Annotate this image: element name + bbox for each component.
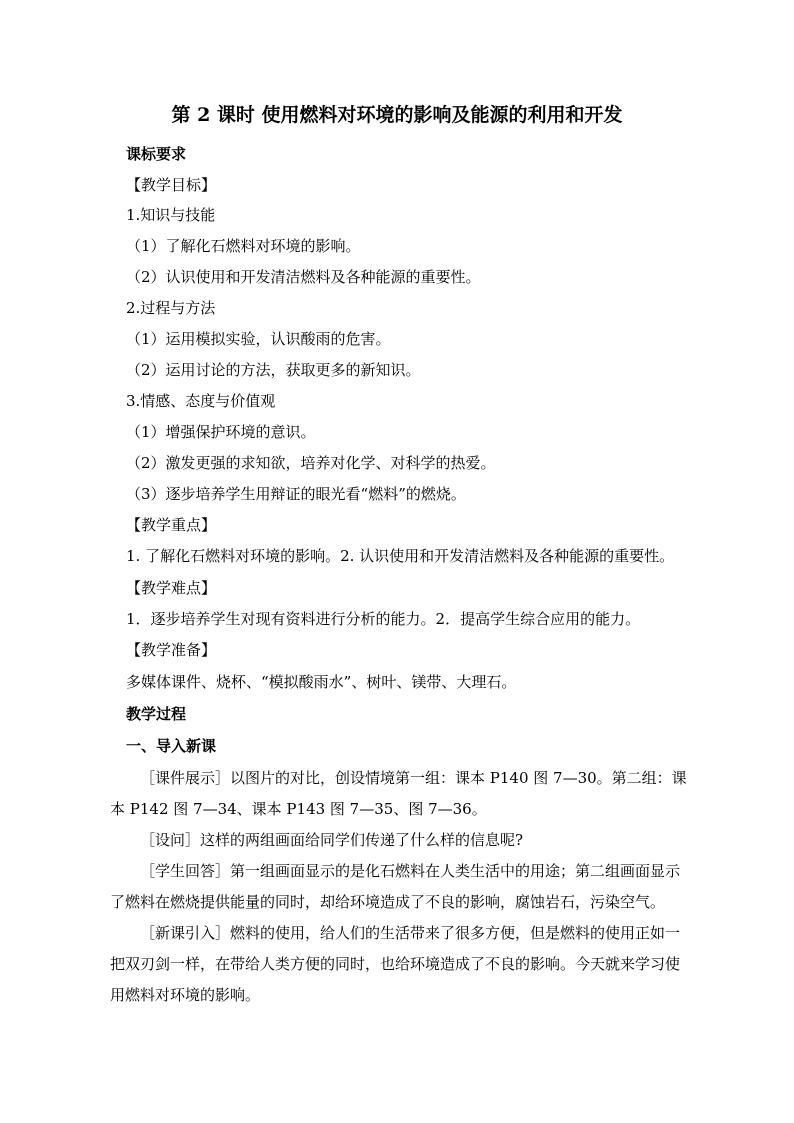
process-heading: 2.过程与方法	[126, 299, 216, 317]
intro-heading: 一、导入新课	[126, 737, 217, 755]
attitude-item-3: （3）逐步培养学生用辩证的眼光看“燃料”的燃烧。	[126, 485, 466, 503]
knowledge-item-1: （1）了解化石燃料对环境的影响。	[126, 237, 361, 255]
intro-para1-line2: 本 P142 图 7—34、课本 P143 图 7—35、图 7—36。	[110, 800, 487, 818]
page-title: 第 2 课时 使用燃料对环境的影响及能源的利用和开发	[171, 104, 623, 126]
preparation-heading: 【教学准备】	[126, 641, 217, 659]
knowledge-heading: 1.知识与技能	[126, 206, 216, 224]
intro-para3-line1: ［学生回答］第一组画面显示的是化石燃料在人类生活中的用途；第二组画面显示	[140, 862, 681, 880]
intro-para3-line2: 了燃料在燃烧提供能量的同时，却给环境造成了不良的影响，腐蚀岩石，污染空气。	[110, 893, 666, 911]
attitude-item-2: （2）激发更强的求知欲，培养对化学、对科学的热爱。	[126, 454, 496, 472]
intro-para1-line1: ［课件展示］以图片的对比，创设情境第一组：课本 P140 图 7—30。第二组：课	[140, 769, 687, 787]
intro-para4-line1: ［新课引入］燃料的使用，给人们的生活带来了很多方便，但是燃料的使用正如一	[140, 924, 681, 942]
process-item-1: （1）运用模拟实验，认识酸雨的危害。	[126, 330, 391, 348]
attitude-heading: 3.情感、态度与价值观	[126, 392, 276, 410]
process-item-2: （2）运用讨论的方法，获取更多的新知识。	[126, 361, 421, 379]
objectives-heading: 【教学目标】	[126, 176, 217, 194]
key-points-heading: 【教学重点】	[126, 516, 217, 534]
intro-para4-line2: 把双刃剑一样，在带给人类方便的同时，也给环境造成了不良的影响。今天就来学习使	[110, 955, 681, 973]
intro-para4-line3: 用燃料对环境的影响。	[110, 986, 261, 1004]
key-points-text: 1. 了解化石燃料对环境的影响。2. 认识使用和开发清洁燃料及各种能源的重要性。	[126, 547, 675, 565]
intro-para2-line1: ［设问］这样的两组画面给同学们传递了什么样的信息呢?	[140, 831, 524, 849]
preparation-text: 多媒体课件、烧杯、“模拟酸雨水”、树叶、镁带、大理石。	[126, 673, 517, 691]
difficulties-heading: 【教学难点】	[126, 579, 217, 597]
standards-heading: 课标要求	[126, 145, 187, 163]
process-section-heading: 教学过程	[126, 705, 187, 723]
knowledge-item-2: （2）认识使用和开发清洁燃料及各种能源的重要性。	[126, 268, 481, 286]
attitude-item-1: （1）增强保护环境的意识。	[126, 423, 316, 441]
difficulties-text: 1．逐步培养学生对现有资料进行分析的能力。2．提高学生综合应用的能力。	[126, 610, 641, 628]
